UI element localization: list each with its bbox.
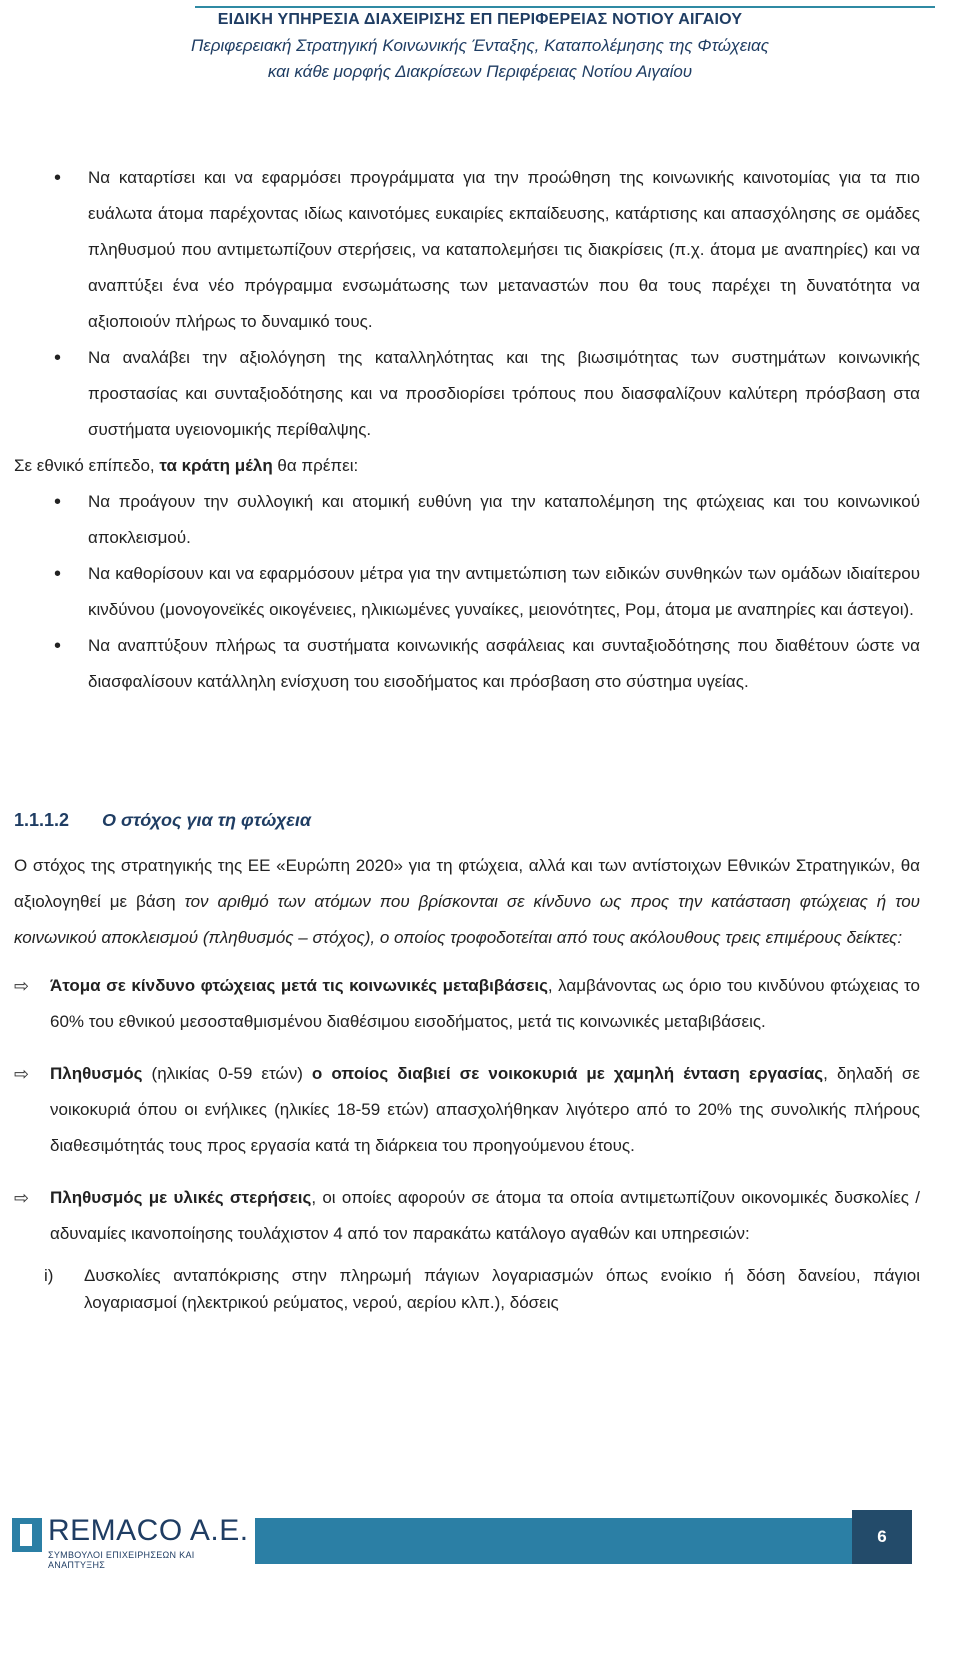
- indicator-text: (ηλικίας 0-59 ετών): [142, 1064, 312, 1083]
- indicator-list: [14, 968, 920, 1252]
- intro-italic: τον αριθμό των ατόμων που βρίσκονται σε κίνδυνο ως προς την κατάσταση φτώχειας ή του κοινωνικού αποκλεισμού (πληθυσμός – στόχος), ο οποίος τροφοδοτείται από τους ακόλουθους τρεις επιμέρους δείκτες:: [14, 892, 921, 947]
- national-pre: Σε εθνικό επίπεδο,: [14, 456, 160, 475]
- header-rule: [195, 6, 935, 8]
- page-number: 6: [852, 1510, 912, 1564]
- section-number: 1.1.1.2: [14, 810, 70, 830]
- indicator-text: , λαμβάνοντας ως όριο του κινδύνου φτώχειας το 60% του εθνικού μεσοσταθμισμένου διαθέσιμου εισοδήματος, μετά τις κοινωνικές μεταβιβάσεις.: [50, 976, 920, 1031]
- header-subtitle-1: Περιφερειακή Στρατηγική Κοινωνικής Ένταξης, Καταπολέμησης της Φτώχειας: [190, 36, 770, 55]
- intro-normal: Ο στόχος της στρατηγικής της ΕΕ «Ευρώπη 2020» για τη φτώχεια, αλλά και των αντίστοιχων Εθνικών Στρατηγικών, θα αξιολογηθεί με βάση: [14, 856, 920, 911]
- list-item: [14, 1262, 920, 1316]
- indicator-bold: Άτομα σε κίνδυνο φτώχειας μετά τις κοινωνικές μεταβιβάσεις: [50, 976, 548, 995]
- header-title: ΕΙΔΙΚΗ ΥΠΗΡΕΣΙΑ ΔΙΑΧΕΙΡΙΣΗΣ ΕΠ ΠΕΡΙΦΕΡΕΙΑΣ ΝΟΤΙΟΥ ΑΙΓΑΙΟΥ: [217, 11, 743, 28]
- arrow-right-icon: ⇨: [14, 1064, 30, 1084]
- intro-paragraph: [14, 848, 920, 956]
- footer-bar: [255, 1518, 905, 1564]
- list-item: • Να καταρτίσει και να εφαρμόσει προγράμματα για την προώθηση της κοινωνικής καινοτομίας για τα πιο ευάλωτα άτομα παρέχοντας ιδίως καινοτόμες ευκαιρίες εκπαίδευσης, κατάρτισης και απασχόλησης σε ομάδες πληθυσμού που αντιμετωπίζουν στερήσεις, να καταπολεμήσει τις διακρίσεις (π.χ. άτομα με αναπηρίες) και να αναπτύξει ένα νέο πρόγραμμα ενσωμάτωσης των μεταναστών που θα τους παρέχει τη δυνατότητα να αξιοποιούν πλήρως το δυναμικό τους.: [50, 160, 920, 340]
- material-deprivation-list: [14, 1262, 920, 1316]
- indicator-text-2: , δηλαδή σε νοικοκυριά όπου οι ενήλικες (ηλικίες 18-59 ετών) απασχολήθηκαν λιγότερο από το 20% της συνολικής πλήρους διαθεσιμότητάς τους προς εργασία κατά τη διάρκεια του προηγούμενου έτους.: [50, 1064, 920, 1155]
- bullet-list-top: [50, 160, 920, 448]
- page-footer: [0, 1508, 960, 1570]
- logo-tagline: ΣΥΜΒΟΥΛΟΙ ΕΠΙΧΕΙΡΗΣΕΩΝ ΚΑΙ ΑΝΑΠΤΥΞΗΣ: [48, 1550, 195, 1570]
- arrow-right-icon: ⇨: [14, 1188, 30, 1208]
- indicator-bold: Πληθυσμός: [50, 1064, 143, 1083]
- arrow-right-icon: ⇨: [14, 976, 30, 996]
- header-subtitle-2: και κάθε μορφής Διακρίσεων Περιφέρειας Νοτίου Αιγαίου: [267, 62, 693, 81]
- main-content: [14, 160, 920, 700]
- company-logo: [10, 1512, 250, 1570]
- indicator-bold-2: ο οποίος διαβιεί σε νοικοκυριά με χαμηλή ένταση εργασίας: [311, 1064, 824, 1083]
- list-item: • Να αναλάβει την αξιολόγηση της καταλληλότητας και της βιωσιμότητας των συστημάτων κοινωνικής προστασίας και συνταξιοδότησης και να προσδιορίσει τρόπους που διασφαλίζουν καλύτερη πρόσβαση στα συστήματα υγειονομικής περίθαλψης.: [50, 340, 920, 448]
- poverty-target-section: [14, 848, 920, 1316]
- indicator-text: , οι οποίες αφορούν σε άτομα τα οποία αντιμετωπίζουν οικονομικές δυσκολίες / αδυναμίες ικανοποίησης τουλάχιστον 4 από τον παρακάτω κατάλογο αγαθών και υπηρεσιών:: [50, 1188, 920, 1243]
- indicator-item: [14, 1056, 920, 1164]
- logo-brand: REMACO A.E.: [48, 1514, 249, 1547]
- list-item: • Να προάγουν την συλλογική και ατομική ευθύνη για την καταπολέμηση της φτώχειας και του κοινωνικού αποκλεισμού.: [50, 484, 920, 556]
- national-post: θα πρέπει:: [272, 456, 359, 475]
- section-title: Ο στόχος για τη φτώχεια: [102, 810, 312, 830]
- list-item: • Να αναπτύξουν πλήρως τα συστήματα κοινωνικής ασφάλειας και συνταξιοδότησης που διαθέτουν ώστε να διασφαλίσουν κατάλληλη ενίσχυση του εισοδήματος και πρόσβαση στο σύστημα υγείας.: [50, 628, 920, 700]
- indicator-bold: Πληθυσμός με υλικές στερήσεις: [50, 1188, 312, 1207]
- indicator-item: [14, 1180, 920, 1252]
- section-heading: [14, 810, 311, 831]
- logo-mark-icon: [12, 1518, 42, 1552]
- list-item-text: Δυσκολίες ανταπόκρισης στην πληρωμή πάγιων λογαριασμών όπως ενοίκιο ή δόση δανείου, πάγιοι λογαριασμοί (ηλεκτρικού ρεύματος, νερού, αερίου κλπ.), δόσεις: [84, 1266, 920, 1312]
- list-item-label: i): [44, 1266, 54, 1285]
- national-level-intro: [14, 448, 920, 484]
- national-bold: τα κράτη μέλη: [159, 456, 273, 475]
- list-item: • Να καθορίσουν και να εφαρμόσουν μέτρα για την αντιμετώπιση των ειδικών συνθηκών των ομάδων ιδιαίτερου κινδύνου (μονογονεϊκές οικογένειες, ηλικιωμένες γυναίκες, μειονότητες, Ρομ, άτομα με αναπηρίες και άστεγοι).: [50, 556, 920, 628]
- indicator-item: [14, 968, 920, 1040]
- bullet-list-national: [50, 484, 920, 700]
